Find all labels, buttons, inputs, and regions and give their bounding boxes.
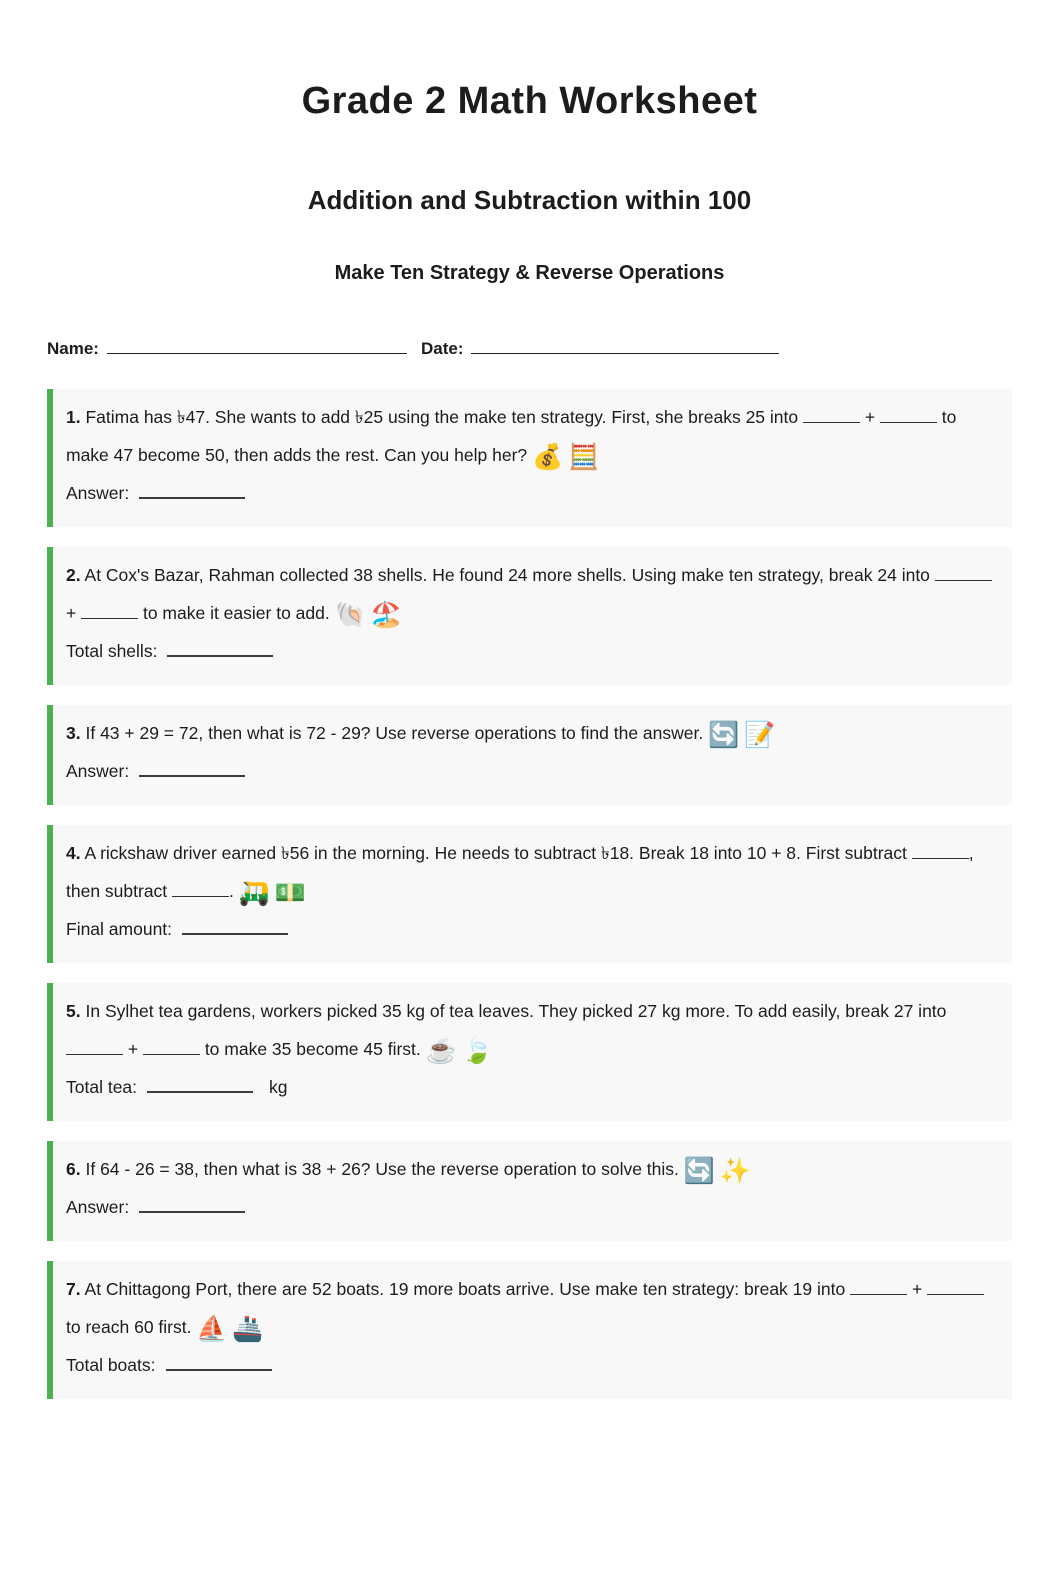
money-bag-icon: 💰 — [532, 443, 564, 471]
question-box — [47, 705, 1012, 805]
question-text-segment: Fatima has ৳47. She wants to add ৳25 using the make ten strategy. First, she breaks 25 into — [85, 407, 803, 427]
banknote-icon: 💵 — [274, 879, 306, 907]
answer-label: Answer: — [66, 483, 130, 503]
question-text-segment: At Cox's Bazar, Rahman collected 38 shells. He found 24 more shells. Using make ten strategy, break 24 into — [84, 565, 935, 585]
sailboat-icon: ⛵ — [196, 1315, 228, 1343]
question-number: 1. — [66, 407, 81, 427]
question-text-segment: to reach 60 first. — [66, 1317, 197, 1337]
spiral-shell-icon: 🐚 — [334, 601, 366, 629]
worksheet-page — [0, 80, 1059, 1399]
answer-row — [66, 1346, 996, 1384]
memo-pencil-icon: 📝 — [744, 721, 776, 749]
question-text-segment: , then subtract — [66, 843, 974, 901]
page-topic: Make Ten Strategy & Reverse Operations — [334, 262, 725, 284]
fill-in-blank — [803, 406, 860, 423]
question-text — [66, 556, 996, 632]
question-text-segment: If 64 - 26 = 38, then what is 38 + 26? Use the reverse operation to solve this. — [85, 1159, 684, 1179]
question-text-segment: . — [229, 881, 239, 901]
answer-write-line — [167, 641, 273, 657]
answer-write-line — [139, 1197, 245, 1213]
name-blank-line — [107, 339, 407, 354]
fill-in-blank — [912, 842, 969, 859]
sparkles-icon: ✨ — [719, 1157, 751, 1185]
fill-in-blank — [927, 1278, 984, 1295]
question-text-segment: to make 47 become 50, then adds the rest. Can you help her? — [66, 407, 957, 465]
fill-in-blank — [81, 602, 138, 619]
name-label: Name: — [47, 339, 99, 358]
question-box — [47, 389, 1012, 527]
questions-list — [47, 389, 1012, 1399]
ship-icon: 🚢 — [232, 1315, 264, 1343]
beach-umbrella-icon: 🏖️ — [370, 601, 402, 629]
question-text — [66, 1150, 996, 1188]
question-text-segment: In Sylhet tea gardens, workers picked 35 kg of tea leaves. They picked 27 kg more. To add easily, break 27 into — [85, 1001, 947, 1021]
page-subtitle: Addition and Subtraction within 100 — [307, 185, 752, 215]
question-text-segment: At Chittagong Port, there are 52 boats. 19 more boats arrive. Use make ten strategy: break 19 into — [84, 1279, 851, 1299]
question-text-segment: + — [859, 407, 880, 427]
question-number: 4. — [66, 843, 81, 863]
fill-in-blank — [850, 1278, 907, 1295]
question-text — [66, 714, 996, 752]
question-text-segment: If 43 + 29 = 72, then what is 72 - 29? Use reverse operations to find the answer. — [85, 723, 709, 743]
answer-label: Total boats: — [66, 1355, 156, 1375]
answer-label: Total shells: — [66, 641, 158, 661]
answer-row — [66, 632, 996, 670]
question-text — [66, 398, 996, 474]
leaf-icon: 🍃 — [461, 1037, 493, 1065]
answer-label: Final amount: — [66, 919, 173, 939]
question-number: 6. — [66, 1159, 81, 1179]
date-label: Date: — [420, 339, 464, 358]
question-text-segment: + — [66, 603, 82, 623]
fill-in-blank — [143, 1038, 200, 1055]
answer-write-line — [166, 1355, 272, 1371]
counterclockwise-arrows-icon: 🔄 — [683, 1157, 715, 1185]
question-text — [66, 1270, 996, 1346]
answer-write-line — [147, 1077, 253, 1093]
hot-beverage-icon: ☕ — [425, 1037, 457, 1065]
question-number: 3. — [66, 723, 81, 743]
answer-label: Answer: — [66, 1197, 130, 1217]
question-text-segment: + — [123, 1039, 143, 1059]
question-box — [47, 547, 1012, 685]
question-text-segment: + — [907, 1279, 928, 1299]
fill-in-blank — [935, 564, 992, 581]
question-text-segment: A rickshaw driver earned ৳56 in the morning. He needs to subtract ৳18. Break 18 into 10 + 8. First subtract — [84, 843, 912, 863]
question-text-segment: to make it easier to add. — [138, 603, 335, 623]
fill-in-blank — [172, 880, 229, 897]
answer-write-line — [139, 483, 245, 499]
question-text-segment: to make 35 become 45 first. — [199, 1039, 426, 1059]
abacus-icon: 🧮 — [568, 443, 600, 471]
auto-rickshaw-icon: 🛺 — [238, 879, 270, 907]
answer-write-line — [139, 761, 245, 777]
answer-write-line — [182, 919, 288, 935]
question-text — [66, 992, 996, 1068]
page-title: Grade 2 Math Worksheet — [301, 80, 758, 122]
question-box — [47, 1261, 1012, 1399]
name-date-row — [47, 339, 1012, 359]
question-number: 7. — [66, 1279, 81, 1299]
answer-label: Answer: — [66, 761, 130, 781]
answer-row — [66, 752, 996, 790]
answer-unit-suffix: kg — [269, 1077, 288, 1097]
question-box — [47, 825, 1012, 963]
fill-in-blank — [880, 406, 937, 423]
answer-row — [66, 910, 996, 948]
answer-row — [66, 1188, 996, 1226]
question-box — [47, 983, 1012, 1121]
answer-row — [66, 474, 996, 512]
question-number: 2. — [66, 565, 81, 585]
fill-in-blank — [66, 1038, 123, 1055]
answer-row — [66, 1068, 996, 1106]
answer-label: Total tea: — [66, 1077, 138, 1097]
question-box — [47, 1141, 1012, 1241]
question-text — [66, 834, 996, 910]
question-number: 5. — [66, 1001, 81, 1021]
date-blank-line — [471, 339, 779, 354]
counterclockwise-arrows-icon: 🔄 — [708, 721, 740, 749]
